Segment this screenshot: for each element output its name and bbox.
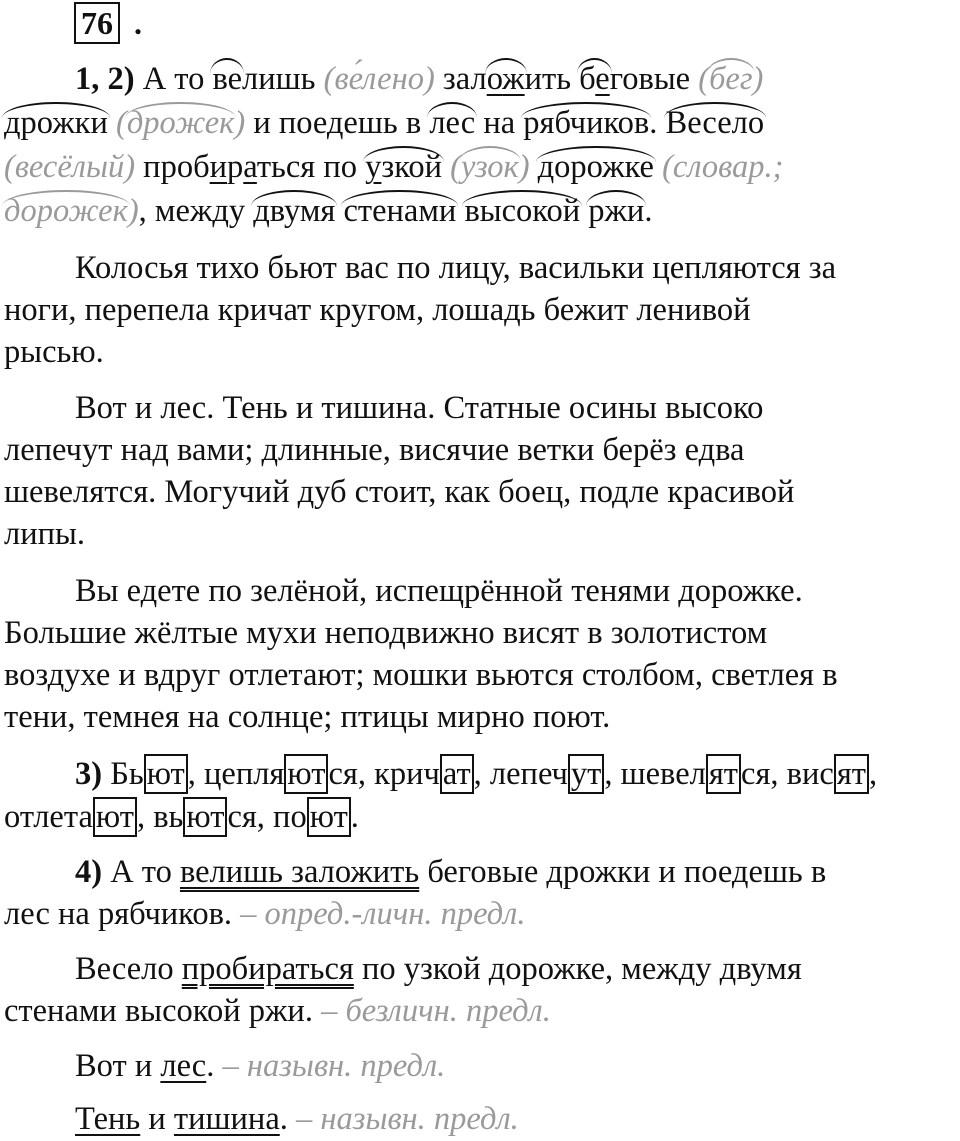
root-word: узкой (365, 146, 442, 189)
para1-line1: 1, 2) А то велишь (ве́лено) заложить беговые (бег) (4, 58, 960, 101)
para4-line4: тени, темнея на солнце; птицы мирно поют. (4, 699, 611, 735)
sentence-type-note: – опред.-личн. предл. (232, 896, 526, 932)
root-word: дорожке (538, 146, 654, 189)
root-word: стенами (343, 190, 456, 233)
para2-line2: ноги, перепела кричат кругом, лошадь бежит ленивой (4, 292, 751, 328)
root-word: бе (579, 58, 610, 101)
check-word: (ве́лено) (323, 61, 435, 97)
para4-line1: Вы едете по зелёной, испещрённой тенями дорожке. (75, 573, 803, 609)
ending-box: ют (93, 797, 137, 837)
root-word: Весело (666, 102, 765, 145)
root-word: рябчиков (523, 102, 649, 145)
para1-line2: дрожки (дрожек) и поедешь в лес на рябчиков. Весело (4, 102, 954, 145)
subject: Тень (75, 1101, 141, 1137)
check-word: (весёлый) (4, 149, 136, 185)
ending-box: ют (307, 797, 351, 837)
para9-line1: Тень и тишина. – назывн. предл. (75, 1101, 519, 1137)
ending-box: ют (284, 754, 328, 794)
sentence-type-note: – назывн. предл. (287, 1101, 519, 1137)
sentence-type-note: – назывн. предл. (214, 1048, 446, 1084)
subject: тишина (173, 1101, 280, 1137)
ending-box: ят (706, 754, 741, 794)
root-word: двумя (253, 190, 335, 233)
root-word: ве (212, 58, 242, 101)
check-word: дорожек) (4, 193, 139, 229)
para4-line2: Большие жёлтые мухи неподвижно висят в золотистом (4, 615, 768, 651)
para1-line3: (весёлый) пробираться по узкой (узок) дорожке (словар.; (4, 146, 954, 189)
check-word: (дрожек) (116, 105, 245, 141)
ending-box: ют (183, 797, 227, 837)
check-word: (бег) (698, 61, 763, 97)
sentence-type-note: – безличн. предл. (312, 993, 551, 1029)
para3-line1: Вот и лес. Тень и тишина. Статные осины высоко (75, 390, 764, 426)
para7-line1: Весело пробираться по узкой дорожке, между двумя (75, 951, 802, 987)
para6-line1: 4) А то велишь заложить беговые дрожки и поедешь в (75, 854, 827, 890)
ending-box: ут (568, 754, 604, 794)
root-word: ржи (588, 190, 644, 233)
task-marker: 1, 2) (75, 61, 135, 97)
subject: лес (160, 1048, 207, 1084)
task-marker: 4) (75, 854, 103, 890)
para1-line4: дорожек), между двумя стенами высокой ржи. (4, 190, 954, 233)
para6-line2: лес на рябчиков. – опред.-личн. предл. (4, 896, 526, 932)
para3-line3: шевелятся. Могучий дуб стоит, как боец, подле красивой (4, 474, 795, 510)
para7-line2: стенами высокой ржи. – безличн. предл. (4, 993, 551, 1029)
para5-line1: 3) Бьют, цепляются, кричат, лепечут, шевелятся, висят, (75, 756, 878, 792)
ending-box: ют (144, 754, 188, 794)
ending-box: ят (834, 754, 869, 794)
predicate: пробираться (181, 951, 354, 987)
root-word: дрожки (4, 102, 108, 145)
para2-line3: рысью. (4, 334, 104, 370)
para5-line2: отлетают, вьются, поют. (4, 799, 359, 835)
para3-line2: лепечут над вами; длинные, висячие ветки берёз едва (4, 432, 745, 468)
root-word: высокой (464, 190, 580, 233)
ending-box: ат (440, 754, 474, 794)
root-word: ож (487, 58, 525, 101)
exercise-number-box: 76 (74, 2, 120, 44)
root-word: лес (429, 102, 475, 145)
exercise-number-dot: . (134, 5, 142, 41)
task-marker: 3) (75, 756, 103, 792)
check-word: (узок) (450, 149, 529, 185)
para3-line4: липы. (4, 516, 85, 552)
para2-line1: Колосья тихо бьют вас по лицу, васильки цепляются за (75, 250, 837, 286)
predicate: велишь заложить (179, 854, 420, 890)
check-word: (словар.; (662, 149, 784, 185)
para8-line1: Вот и лес. – назывн. предл. (75, 1048, 446, 1084)
para4-line3: воздухе и вдруг отлетают; мошки вьются столбом, светлея в (4, 657, 838, 693)
